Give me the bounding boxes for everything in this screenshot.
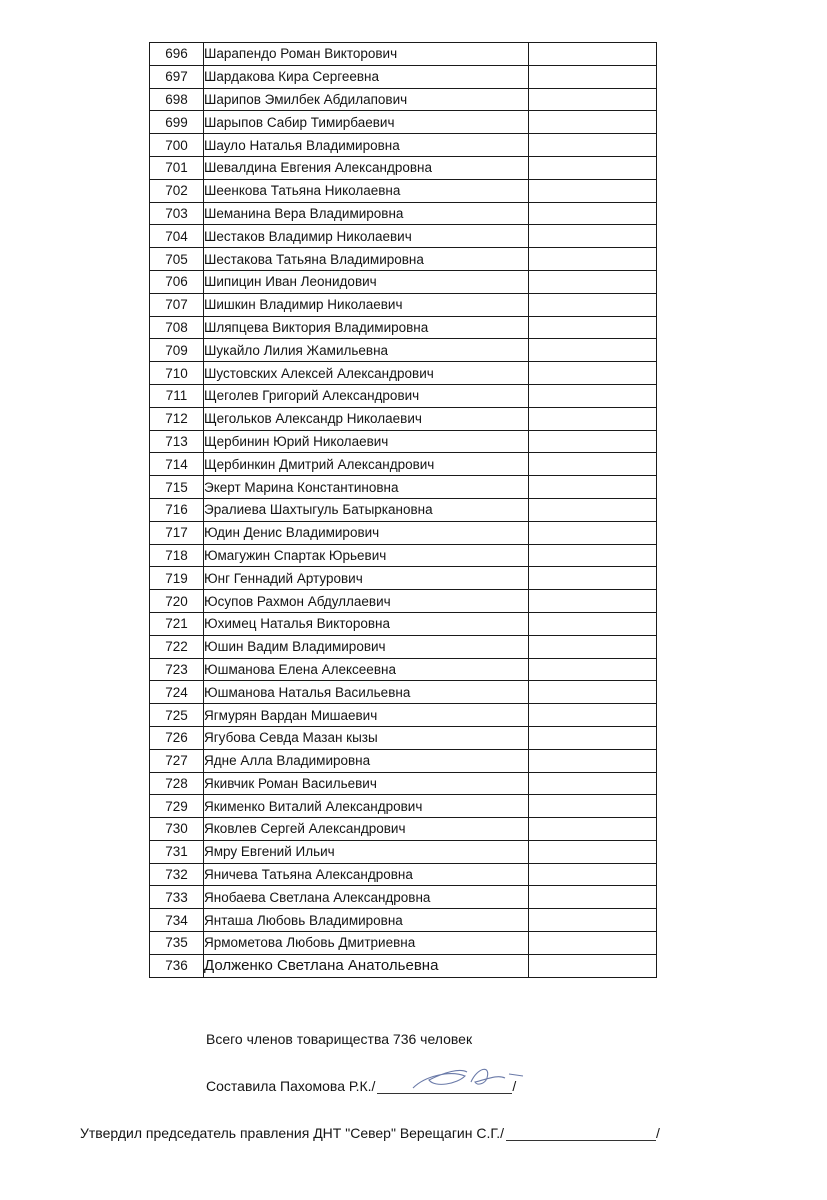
row-number: 705 — [150, 248, 204, 271]
table-row — [150, 818, 657, 841]
empty-cell — [529, 407, 657, 430]
empty-cell — [529, 316, 657, 339]
table-row — [150, 521, 657, 544]
row-number: 736 — [150, 954, 204, 977]
approved-by-text: Утвердил председатель правления ДНТ "Север" Верещагин С.Г./ — [80, 1125, 505, 1141]
member-name: Юхимец Наталья Викторовна — [204, 612, 529, 635]
table-row — [150, 453, 657, 476]
empty-cell — [529, 590, 657, 613]
table-row — [150, 749, 657, 772]
empty-cell — [529, 111, 657, 134]
compiled-by-text: Составила Пахомова Р.К./ — [206, 1078, 376, 1094]
table-row — [150, 726, 657, 749]
empty-cell — [529, 818, 657, 841]
row-number: 700 — [150, 134, 204, 157]
member-name: Якименко Виталий Александрович — [204, 795, 529, 818]
row-number: 726 — [150, 726, 204, 749]
member-name: Шляпцева Виктория Владимировна — [204, 316, 529, 339]
table-row — [150, 65, 657, 88]
table-row — [150, 156, 657, 179]
empty-cell — [529, 704, 657, 727]
row-number: 698 — [150, 88, 204, 111]
row-number: 704 — [150, 225, 204, 248]
table-row — [150, 179, 657, 202]
approved-by-line — [80, 1125, 660, 1141]
row-number: 717 — [150, 521, 204, 544]
approved-by-end: / — [656, 1125, 660, 1141]
members-table — [149, 42, 657, 978]
table-row — [150, 840, 657, 863]
empty-cell — [529, 863, 657, 886]
member-name: Янобаева Светлана Александровна — [204, 886, 529, 909]
table-row — [150, 476, 657, 499]
empty-cell — [529, 886, 657, 909]
empty-cell — [529, 384, 657, 407]
table-row — [150, 43, 657, 66]
handwritten-signature — [405, 1058, 535, 1098]
empty-cell — [529, 635, 657, 658]
table-row — [150, 795, 657, 818]
table-row — [150, 544, 657, 567]
row-number: 719 — [150, 567, 204, 590]
member-name: Шукайло Лилия Жамильевна — [204, 339, 529, 362]
row-number: 697 — [150, 65, 204, 88]
row-number: 716 — [150, 498, 204, 521]
empty-cell — [529, 521, 657, 544]
empty-cell — [529, 544, 657, 567]
row-number: 699 — [150, 111, 204, 134]
table-row — [150, 339, 657, 362]
member-name: Шестакова Татьяна Владимировна — [204, 248, 529, 271]
compiled-by-end: / — [512, 1078, 517, 1094]
row-number: 713 — [150, 430, 204, 453]
member-name: Эралиева Шахтыгуль Батыркановна — [204, 498, 529, 521]
table-row — [150, 909, 657, 932]
table-row — [150, 635, 657, 658]
empty-cell — [529, 88, 657, 111]
empty-cell — [529, 612, 657, 635]
member-name: Щербинин Юрий Николаевич — [204, 430, 529, 453]
empty-cell — [529, 476, 657, 499]
member-name: Юдин Денис Владимирович — [204, 521, 529, 544]
member-name: Шарыпов Сабир Тимирбаевич — [204, 111, 529, 134]
empty-cell — [529, 681, 657, 704]
table-row — [150, 225, 657, 248]
member-name: Шауло Наталья Владимировна — [204, 134, 529, 157]
member-name: Шипицин Иван Леонидович — [204, 270, 529, 293]
row-number: 729 — [150, 795, 204, 818]
table-row — [150, 248, 657, 271]
member-name: Шардакова Кира Сергеевна — [204, 65, 529, 88]
member-name: Ядне Алла Владимировна — [204, 749, 529, 772]
empty-cell — [529, 749, 657, 772]
row-number: 702 — [150, 179, 204, 202]
table-row — [150, 202, 657, 225]
empty-cell — [529, 430, 657, 453]
row-number: 714 — [150, 453, 204, 476]
empty-cell — [529, 772, 657, 795]
row-number: 710 — [150, 362, 204, 385]
member-name: Юсупов Рахмон Абдуллаевич — [204, 590, 529, 613]
row-number: 725 — [150, 704, 204, 727]
table-row — [150, 407, 657, 430]
table-row — [150, 88, 657, 111]
member-name: Ягубова Севда Мазан кызы — [204, 726, 529, 749]
empty-cell — [529, 202, 657, 225]
row-number: 728 — [150, 772, 204, 795]
empty-cell — [529, 134, 657, 157]
row-number: 735 — [150, 932, 204, 955]
member-name: Экерт Марина Константиновна — [204, 476, 529, 499]
approval-signature-line — [506, 1126, 656, 1141]
empty-cell — [529, 453, 657, 476]
table-row — [150, 612, 657, 635]
table-row — [150, 134, 657, 157]
row-number: 723 — [150, 658, 204, 681]
member-name: Ягмурян Вардан Мишаевич — [204, 704, 529, 727]
member-name: Шеманина Вера Владимировна — [204, 202, 529, 225]
empty-cell — [529, 567, 657, 590]
empty-cell — [529, 909, 657, 932]
row-number: 709 — [150, 339, 204, 362]
empty-cell — [529, 932, 657, 955]
row-number: 731 — [150, 840, 204, 863]
row-number: 734 — [150, 909, 204, 932]
empty-cell — [529, 270, 657, 293]
empty-cell — [529, 726, 657, 749]
table-row — [150, 430, 657, 453]
member-name: Яничева Татьяна Александровна — [204, 863, 529, 886]
row-number: 720 — [150, 590, 204, 613]
table-row — [150, 567, 657, 590]
empty-cell — [529, 795, 657, 818]
empty-cell — [529, 179, 657, 202]
member-name: Янташа Любовь Владимировна — [204, 909, 529, 932]
table-row — [150, 316, 657, 339]
row-number: 732 — [150, 863, 204, 886]
empty-cell — [529, 248, 657, 271]
row-number: 707 — [150, 293, 204, 316]
members-table-body — [150, 43, 657, 978]
row-number: 701 — [150, 156, 204, 179]
member-name: Шарапендо Роман Викторович — [204, 43, 529, 66]
row-number: 715 — [150, 476, 204, 499]
member-name: Шевалдина Евгения Александровна — [204, 156, 529, 179]
row-number: 718 — [150, 544, 204, 567]
table-row — [150, 658, 657, 681]
row-number: 730 — [150, 818, 204, 841]
member-name: Шишкин Владимир Николаевич — [204, 293, 529, 316]
member-name: Долженко Светлана Анатольевна — [204, 954, 529, 977]
row-number: 711 — [150, 384, 204, 407]
table-row — [150, 498, 657, 521]
row-number: 703 — [150, 202, 204, 225]
empty-cell — [529, 498, 657, 521]
table-row — [150, 886, 657, 909]
member-name: Якивчик Роман Васильевич — [204, 772, 529, 795]
row-number: 696 — [150, 43, 204, 66]
member-name: Юмагужин Спартак Юрьевич — [204, 544, 529, 567]
row-number: 712 — [150, 407, 204, 430]
row-number: 706 — [150, 270, 204, 293]
member-name: Шеенкова Татьяна Николаевна — [204, 179, 529, 202]
member-name: Яковлев Сергей Александрович — [204, 818, 529, 841]
member-name: Юнг Геннадий Артурович — [204, 567, 529, 590]
empty-cell — [529, 225, 657, 248]
member-name: Юшин Вадим Владимирович — [204, 635, 529, 658]
empty-cell — [529, 43, 657, 66]
table-row — [150, 772, 657, 795]
table-row — [150, 932, 657, 955]
member-name: Шарипов Эмилбек Абдилапович — [204, 88, 529, 111]
table-row — [150, 293, 657, 316]
empty-cell — [529, 293, 657, 316]
empty-cell — [529, 362, 657, 385]
empty-cell — [529, 658, 657, 681]
member-name: Юшманова Елена Алексеевна — [204, 658, 529, 681]
table-row — [150, 111, 657, 134]
table-row — [150, 590, 657, 613]
empty-cell — [529, 954, 657, 977]
empty-cell — [529, 339, 657, 362]
empty-cell — [529, 840, 657, 863]
table-row — [150, 681, 657, 704]
row-number: 733 — [150, 886, 204, 909]
table-row — [150, 954, 657, 977]
member-name: Щербинкин Дмитрий Александрович — [204, 453, 529, 476]
table-row — [150, 384, 657, 407]
table-row — [150, 863, 657, 886]
table-row — [150, 270, 657, 293]
empty-cell — [529, 156, 657, 179]
row-number: 727 — [150, 749, 204, 772]
empty-cell — [529, 65, 657, 88]
member-name: Ямру Евгений Ильич — [204, 840, 529, 863]
member-name: Щеголев Григорий Александрович — [204, 384, 529, 407]
table-row — [150, 362, 657, 385]
member-name: Шустовских Алексей Александрович — [204, 362, 529, 385]
member-name: Юшманова Наталья Васильевна — [204, 681, 529, 704]
row-number: 708 — [150, 316, 204, 339]
member-name: Ярмометова Любовь Дмитриевна — [204, 932, 529, 955]
row-number: 721 — [150, 612, 204, 635]
row-number: 722 — [150, 635, 204, 658]
member-name: Щегольков Александр Николаевич — [204, 407, 529, 430]
table-row — [150, 704, 657, 727]
total-members-text: Всего членов товарищества 736 человек — [206, 1031, 473, 1047]
member-name: Шестаков Владимир Николаевич — [204, 225, 529, 248]
row-number: 724 — [150, 681, 204, 704]
